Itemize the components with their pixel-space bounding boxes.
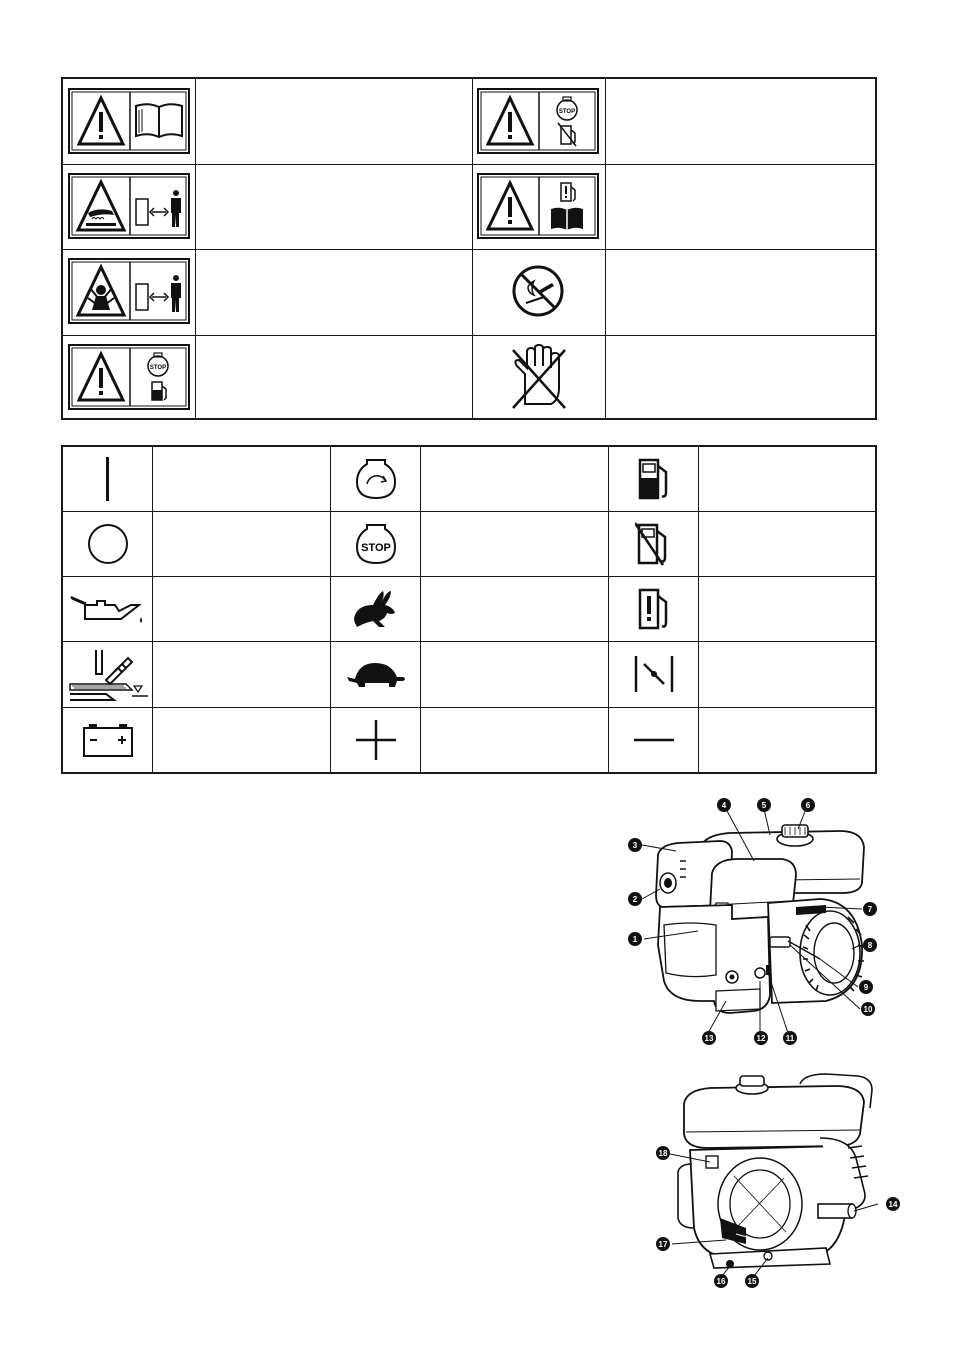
svg-text:STOP: STOP <box>360 542 391 554</box>
on-line-icon <box>63 447 152 511</box>
hot-surface-warning-icon <box>78 182 124 230</box>
fuel-pump-icon <box>609 447 698 511</box>
engine-front-illustration <box>620 795 910 1050</box>
callout-12: 12 <box>754 1031 768 1045</box>
callout-14: 14 <box>886 1197 900 1211</box>
battery-icon <box>63 708 152 772</box>
plus-icon <box>331 708 420 772</box>
callout-11: 11 <box>783 1031 797 1045</box>
callout-13: 13 <box>702 1031 716 1045</box>
callout-15: 15 <box>745 1274 759 1288</box>
warning-stop-nofuel-label <box>475 87 601 155</box>
keep-distance-icon <box>136 190 181 227</box>
rabbit-fast-icon <box>331 577 420 641</box>
toxic-fumes-label <box>67 257 191 325</box>
callout-9: 9 <box>859 980 873 994</box>
oil-can-icon <box>63 577 152 641</box>
callout-18: 18 <box>656 1146 670 1160</box>
warning-triangle-icon <box>79 98 123 144</box>
callout-4: 4 <box>717 798 731 812</box>
engine-stop-icon <box>331 512 420 576</box>
manual-book-icon <box>136 104 182 137</box>
callout-7: 7 <box>863 902 877 916</box>
warning-triangle-icon <box>488 183 532 229</box>
engine-rear-illustration <box>650 1068 910 1308</box>
warning-triangle-icon <box>79 354 123 400</box>
callout-5: 5 <box>757 798 771 812</box>
keep-distance-icon <box>136 275 181 312</box>
svg-text:STOP: STOP <box>558 109 576 115</box>
no-fuel-icon <box>558 123 576 146</box>
warning-manual-label <box>67 87 191 155</box>
callout-8: 8 <box>863 938 877 952</box>
callout-10: 10 <box>861 1002 875 1016</box>
turtle-slow-icon <box>331 642 420 706</box>
fuel-warning-icon <box>609 577 698 641</box>
fuel-pump-icon <box>152 382 166 400</box>
callout-6: 6 <box>801 798 815 812</box>
manual-book-icon <box>551 208 583 230</box>
warning-fuel-manual-label <box>475 172 601 240</box>
no-gloves-label <box>475 343 601 411</box>
toxic-fumes-warning-icon <box>78 267 124 315</box>
callout-1: 1 <box>628 932 642 946</box>
hot-surface-label <box>67 172 191 240</box>
fuel-off-icon <box>609 512 698 576</box>
fuel-check-icon <box>561 183 575 201</box>
no-gloves-icon <box>503 344 573 410</box>
stop-engine-icon <box>148 353 168 376</box>
warning-triangle-icon <box>488 98 532 144</box>
warning-stop-fuel-label <box>67 343 191 411</box>
engine-start-icon <box>331 447 420 511</box>
symbol-table <box>61 445 877 774</box>
choke-icon <box>609 642 698 706</box>
minus-icon <box>609 708 698 772</box>
callout-16: 16 <box>714 1274 728 1288</box>
no-fire-icon <box>508 261 568 321</box>
off-circle-icon <box>63 512 152 576</box>
callout-17: 17 <box>656 1237 670 1251</box>
callout-2: 2 <box>628 892 642 906</box>
stop-engine-icon <box>557 97 577 120</box>
no-fire-label <box>475 257 601 325</box>
callout-3: 3 <box>628 838 642 852</box>
warning-label-table <box>61 77 877 420</box>
svg-text:STOP: STOP <box>149 365 167 371</box>
oil-level-icon <box>63 642 152 706</box>
